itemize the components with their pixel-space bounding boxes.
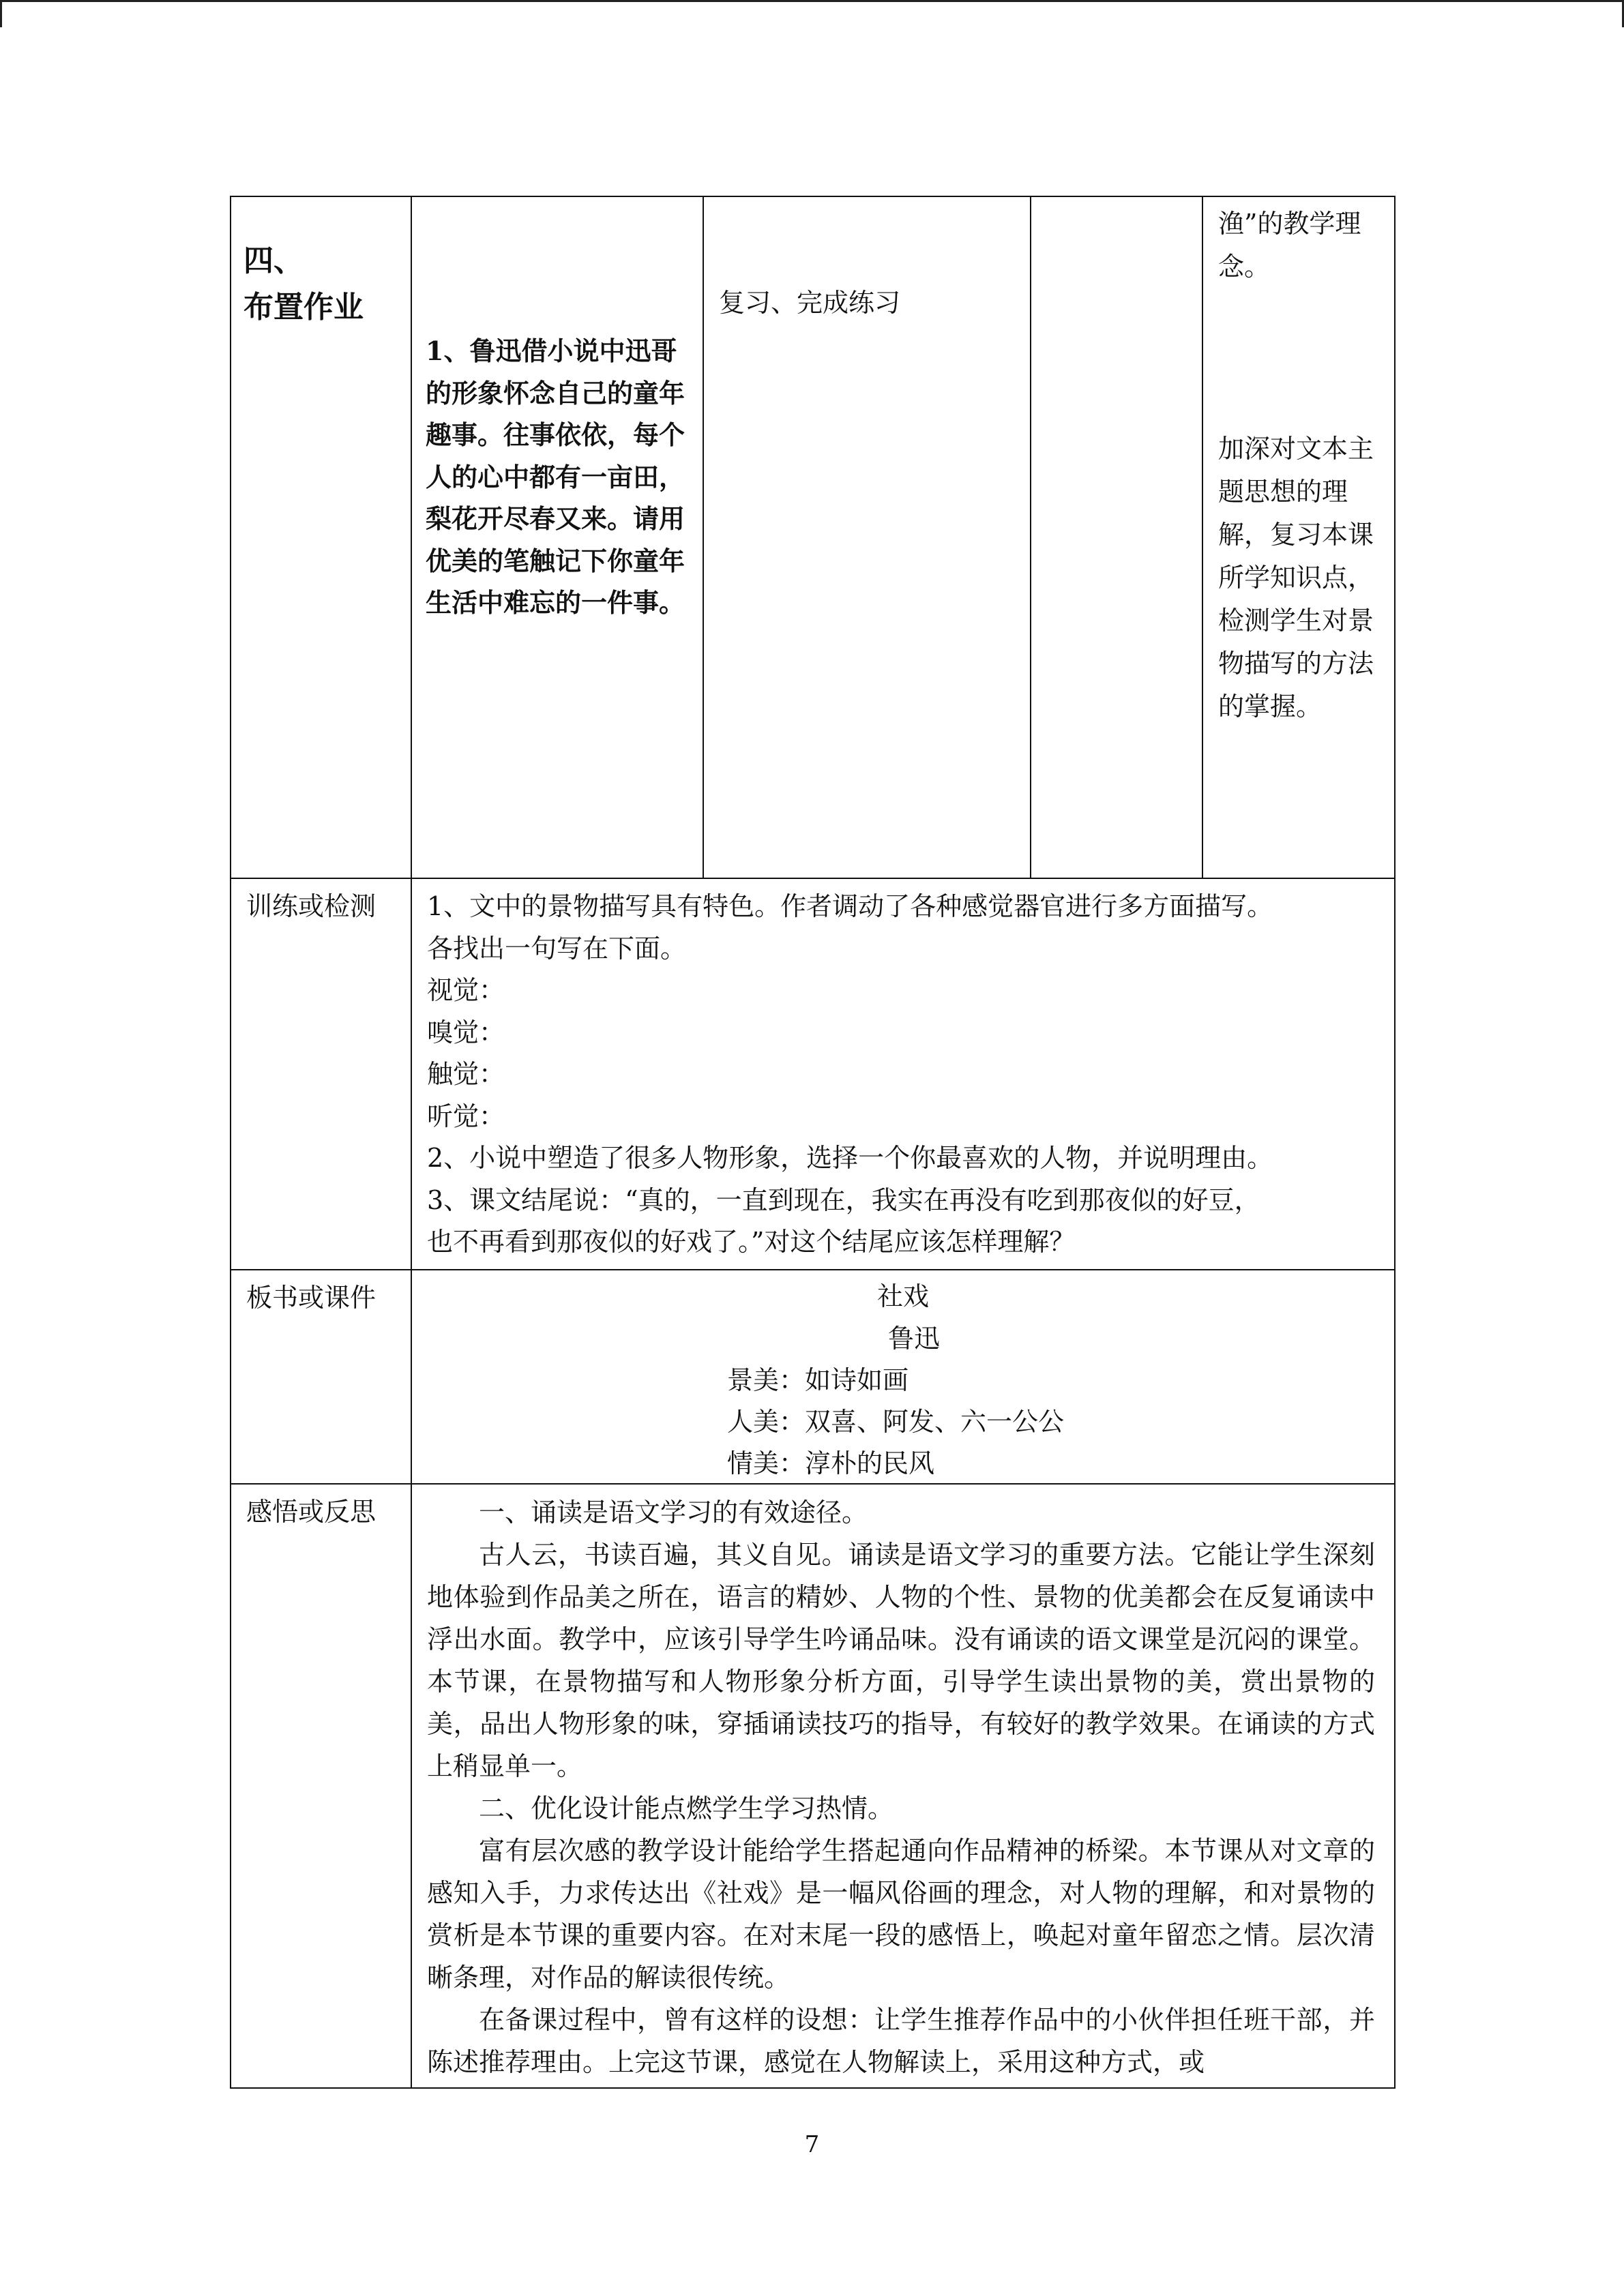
homework-number: 四、 <box>243 243 304 278</box>
design-purpose-bottom: 加深对文本主题思想的理解，复习本课所学知识点，检测学生对景物描写的方法的掌握。 <box>1218 434 1374 721</box>
reflection-paragraph: 二、优化设计能点燃学生学习热情。 <box>479 1793 894 1823</box>
board-line: 情美：淳朴的民风 <box>727 1448 935 1478</box>
training-line: 听觉： <box>427 1101 505 1131</box>
training-line: 3、课文结尾说：“真的，一直到现在，我实在再没有吃到那夜似的好豆， <box>427 1184 1260 1215</box>
student-activity-cell <box>703 196 1031 878</box>
page-left-edge <box>0 0 2 27</box>
reflection-label: 感悟或反思 <box>246 1496 377 1527</box>
board-line: 人美：双喜、阿发、六一公公 <box>727 1406 1065 1437</box>
board-line: 景美：如诗如画 <box>727 1365 909 1395</box>
design-purpose-top: 渔”的教学理念。 <box>1218 209 1361 282</box>
empty-cell <box>1031 196 1202 878</box>
homework-title: 布置作业 <box>243 290 364 325</box>
design-purpose-cell <box>1202 196 1395 878</box>
training-questions <box>412 879 1394 1269</box>
training-content-cell <box>411 878 1395 1270</box>
homework-label-cell <box>231 196 411 878</box>
training-line: 也不再看到那夜似的好戏了。”对这个结尾应该怎样理解？ <box>427 1227 1076 1257</box>
reflection-label-cell <box>231 1484 411 2088</box>
board-title: 社戏 <box>876 1281 929 1311</box>
board-content-cell <box>411 1270 1395 1484</box>
homework-heading <box>231 197 411 331</box>
training-line: 2、小说中塑造了很多人物形象，选择一个你最喜欢的人物，并说明理由。 <box>427 1143 1273 1173</box>
training-line: 触觉： <box>427 1059 505 1089</box>
reflection-paragraph: 一、诵读是语文学习的有效途径。 <box>479 1497 868 1527</box>
student-activity: 复习、完成练习 <box>719 288 901 318</box>
page-top-border <box>0 0 1624 2</box>
reflection-paragraph: 古人云，书读百遍，其义自见。诵读是语文学习的重要方法。它能让学生深刻地体验到作品美之所在，语言的精妙、人物的个性、景物的优美都会在反复诵读中浮出水面。教学中，应该引导学生吟诵品味。没有诵读的语文课堂是沉闷的课堂。本节课，在景物描写和人物形象分析方面，引导学生读出景物的美，赏出景物的美，品出人物形象的味，穿插诵读技巧的指导，有较好的教学效果。在诵读的方式上稍显单一。 <box>427 1539 1375 1781</box>
board-author: 鲁迅 <box>888 1323 941 1354</box>
homework-content-cell <box>411 196 703 878</box>
reflection-text <box>412 1485 1394 2087</box>
training-label-cell <box>231 878 411 1270</box>
reflection-content-cell <box>411 1484 1395 2088</box>
training-line: 视觉： <box>427 975 505 1005</box>
board-label-cell <box>231 1270 411 1484</box>
purpose-spacer <box>1203 288 1394 422</box>
blackboard-design <box>412 1270 1394 1483</box>
page-number: 7 <box>804 2131 820 2158</box>
homework-row <box>231 196 1395 878</box>
reflection-row <box>231 1484 1395 2088</box>
reflection-paragraph: 富有层次感的教学设计能给学生搭起通向作品精神的桥梁。本节课从对文章的感知入手，力求传达出《社戏》是一幅风俗画的理念，对人物的理解，和对景物的赏析是本节课的重要内容。在对末尾一段的感悟上，唤起对童年留恋之情。层次清晰条理，对作品的解读很传统。 <box>427 1835 1375 1993</box>
training-label: 训练或检测 <box>246 891 377 921</box>
homework-content: 1、鲁迅借小说中迅哥的形象怀念自己的童年趣事。往事依依，每个人的心中都有一亩田，梨花开尽春又来。请用优美的笔触记下你童年生活中难忘的一件事。 <box>426 336 685 618</box>
board-label: 板书或课件 <box>246 1282 377 1313</box>
lesson-plan-table <box>230 196 1396 2089</box>
training-row <box>231 878 1395 1270</box>
training-line: 嗅觉： <box>427 1017 505 1047</box>
training-line: 1、文中的景物描写具有特色。作者调动了各种感觉器官进行多方面描写。 <box>427 891 1273 921</box>
reflection-paragraph: 在备课过程中，曾有这样的设想：让学生推荐作品中的小伙伴担任班干部，并陈述推荐理由。上完这节课，感觉在人物解读上，采用这种方式，或 <box>427 2004 1375 2077</box>
board-row <box>231 1270 1395 1484</box>
training-line: 各找出一句写在下面。 <box>427 933 687 964</box>
